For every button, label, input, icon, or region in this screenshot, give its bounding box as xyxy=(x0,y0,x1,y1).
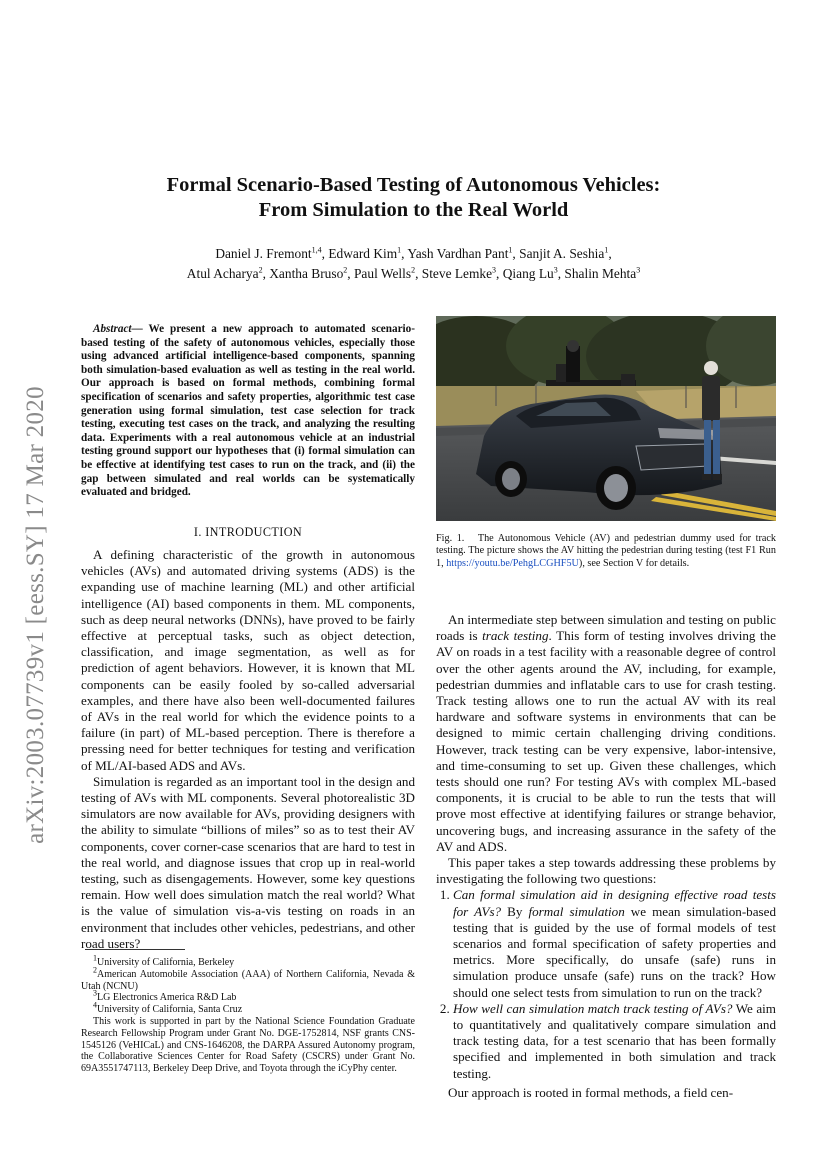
author-separator: , xyxy=(512,246,520,261)
author-separator: , xyxy=(608,246,612,261)
author-affiliation-marker: 3 xyxy=(492,265,497,275)
author-name: Shalin Mehta xyxy=(564,266,637,281)
author-name: Daniel J. Fremont xyxy=(215,246,312,261)
question-pre: We aim to quantitatively and qualitatively compare simulation and track testing data, for a test scenario that has been formally specified and implemented in both simulation and track testing. xyxy=(453,1000,776,1081)
author-affiliation-marker: 2 xyxy=(411,265,416,275)
affiliation-footnote xyxy=(81,989,415,1004)
title-line-2: From Simulation to the Real World xyxy=(258,199,569,221)
figure-label: Fig. 1. xyxy=(436,533,465,544)
author-name: Qiang Lu xyxy=(502,266,554,281)
right-paragraph-1 xyxy=(436,612,776,855)
author-affiliation-marker: 1 xyxy=(604,245,609,255)
author-separator: , xyxy=(262,266,270,281)
footnote-text: University of California, Santa Cruz xyxy=(97,1004,243,1016)
right-body xyxy=(436,612,776,1101)
right-p1-end: . This form of testing involves driving the AV on roads in a test facility with a reasonable degree of control over the other agents around the AV, including, for example, pedestrian dummies and inflatable cars to use for crash testing. Track testing allows one to run the actual AV with its real hardware and software systems in environments that can be designed to mimic certain challenging driving conditions. However, track testing can be very expensive, labor-intensive, and time-consuming to set up. Given these challenges, which tests should one run? For testing AVs with complex ML-based components, it is crucial to be able to run the tests that will prove most effective at identifying failures or strange behavior, uncovering bugs, and increasing assurance in the safety of the AV and ADS. xyxy=(436,628,776,854)
funding-note: This work is supported in part by the National Science Foundation Graduate Research Fellowship Program under Grant No. DGE-1752814, NSF grants CNS-1545126 (VeHICaL) and CNS-1646208, the DARPA Assured Autonomy program, the Collaborative Sciences Center for Road Safety (CSCRS) under Grant No. 69A3551747113, Berkeley Deep Drive, and Toyota through the iCyPhy center. xyxy=(81,1015,415,1075)
footnote-marker: 2 xyxy=(93,965,97,975)
author-separator: , xyxy=(496,266,503,281)
author-affiliation-marker: 1 xyxy=(397,245,402,255)
author-list xyxy=(80,244,747,284)
av-pedestrian-photo xyxy=(436,316,776,521)
affiliation-footnote xyxy=(81,953,415,969)
research-questions xyxy=(436,887,776,1081)
author-separator: , xyxy=(321,246,329,261)
author-affiliation-marker: 2 xyxy=(258,265,263,275)
author-name: Edward Kim xyxy=(328,246,398,261)
intro-paragraph-2: Simulation is regarded as an important tool in the design and testing of AVs with ML components. Several photorealistic 3D simulators are now available for AVs, providing designers with the ability to simulate “billions of miles” so as to test their AV components, cover corner-case scenarios that are hard to test in the real world, and diagnose issues that crop up in real-world testing, such as disengagements. However, some key questions remain. How well does simulation match the real world? What is the value of simulation vis-a-vis testing on roads in an environment that includes other vehicles, pedestrians, and other road users? xyxy=(81,773,415,951)
author-separator: , xyxy=(415,266,422,281)
author-affiliation-marker: 1,4 xyxy=(311,245,322,255)
figure-caption xyxy=(436,533,776,570)
affiliation-footnotes xyxy=(81,953,415,1016)
author-separator: , xyxy=(347,266,354,281)
figure-av-photo xyxy=(436,316,776,521)
question-em: Can formal simulation aid in designing effective road tests for AVs? xyxy=(453,887,776,919)
footnote-text: LG Electronics America R&D Lab xyxy=(97,992,237,1004)
question-pre: By xyxy=(501,903,529,919)
affiliation-footnote xyxy=(81,1000,415,1016)
figure-caption-text: The Autonomous Vehicle (AV) and pedestrian dummy used for track testing. The picture shows the AV hitting the pedestrian during testing (test F1 Run 1, xyxy=(436,533,776,569)
question-rest: we mean simulation-based testing that is guided by the use of formal models of test scenarios and formal specification of safety properties and metrics. More specifically, do unsafe (safe) runs in simulation produce unsafe (safe) runs on the track? How should one select tests from simulation to run on the track? xyxy=(453,903,776,1000)
abstract xyxy=(81,323,415,500)
author-affiliation-marker: 2 xyxy=(343,265,348,275)
authors-line-1 xyxy=(80,244,747,264)
paper-title xyxy=(80,173,747,223)
right-paragraph-2: This paper takes a step towards addressing these problems by investigating the following two questions: xyxy=(436,855,776,887)
abstract-label: Abstract xyxy=(93,323,132,335)
footnote-marker: 3 xyxy=(93,989,97,999)
right-p1-start: An intermediate step between simulation and testing on public roads is xyxy=(436,612,776,644)
footnote-divider xyxy=(85,949,185,950)
arxiv-identifier-text: arXiv:2003.07739v1 [eess.SY] 17 Mar 2020 xyxy=(22,386,49,844)
question-em: How well can simulation match track testing of AVs? xyxy=(453,1000,733,1016)
footnote-marker: 4 xyxy=(93,1000,97,1010)
author-name: Yash Vardhan Pant xyxy=(407,246,509,261)
abstract-text: — We present a new approach to automated scenario-based testing of the safety of autonomous vehicles, especially those using advanced artificial intelligence-based components, spanning both simulation-based evaluation as well as testing in the real world. Our approach is based on formal methods, combining formal specification of scenarios and safety properties, algorithmic test case generation using formal simulation, test case selection for track testing, executing test cases on the track, and analyzing the resulting data. Experiments with a real autonomous vehicle at an industrial testing ground support our hypotheses that (i) formal simulation can be effective at identifying test cases to run on the track, and (ii) the gap between simulated and real worlds can be systematically evaluated and bridged. xyxy=(81,323,415,499)
intro-paragraph-1: A defining characteristic of the growth in autonomous vehicles (AVs) and automated driving systems (ADS) is the expanding use of machine learning (ML) and other artificial intelligence (AI) based components in them. ML components, such as deep neural networks (DNNs), have proved to be fairly effective at perceptual tasks, such as object detection, classification, and image segmentation, as well as for prediction of agent behaviors. However, it is known that ML components can be easily fooled by so-called adversarial examples, and there have also been well-documented failures of AVs in the real world for which the evidence points to a failure (in part) of ML-based perception. There is therefore a pressing need for better techniques for testing and verification of ML/AI-based ADS and AVs. xyxy=(81,547,415,773)
authors-line-2 xyxy=(80,264,747,284)
author-separator: , xyxy=(557,266,565,281)
footnotes xyxy=(81,953,415,1075)
author-affiliation-marker: 1 xyxy=(508,245,513,255)
author-name: Atul Acharya xyxy=(186,266,259,281)
footnote-marker: 1 xyxy=(93,953,97,963)
video-link[interactable]: https://youtu.be/PehgLCGHF5U xyxy=(446,557,579,569)
research-question xyxy=(453,1001,776,1082)
intro-body xyxy=(81,547,415,952)
author-affiliation-marker: 3 xyxy=(553,265,558,275)
author-name: Sanjit A. Seshia xyxy=(519,246,605,261)
author-affiliation-marker: 3 xyxy=(636,265,641,275)
figure-caption-end: ), see Section V for details. xyxy=(578,557,690,569)
question-em2: formal simulation xyxy=(528,903,625,919)
author-name: Xantha Bruso xyxy=(269,266,344,281)
affiliation-footnote xyxy=(81,965,415,993)
footnote-text: University of California, Berkeley xyxy=(97,957,235,968)
author-name: Paul Wells xyxy=(353,266,412,281)
title-line-1: Formal Scenario-Based Testing of Autonomous Vehicles: xyxy=(166,174,661,196)
footnote-text: American Automobile Association (AAA) of Northern California, Nevada & Utah (NCNU) xyxy=(81,968,415,992)
right-paragraph-3: Our approach is rooted in formal methods, a field cen- xyxy=(448,1084,734,1100)
author-name: Steve Lemke xyxy=(421,266,493,281)
research-question xyxy=(453,887,776,1000)
track-testing-term: track testing xyxy=(482,628,549,644)
section-heading-introduction: I. INTRODUCTION xyxy=(193,525,303,539)
arxiv-identifier xyxy=(10,350,62,880)
author-separator: , xyxy=(401,246,408,261)
